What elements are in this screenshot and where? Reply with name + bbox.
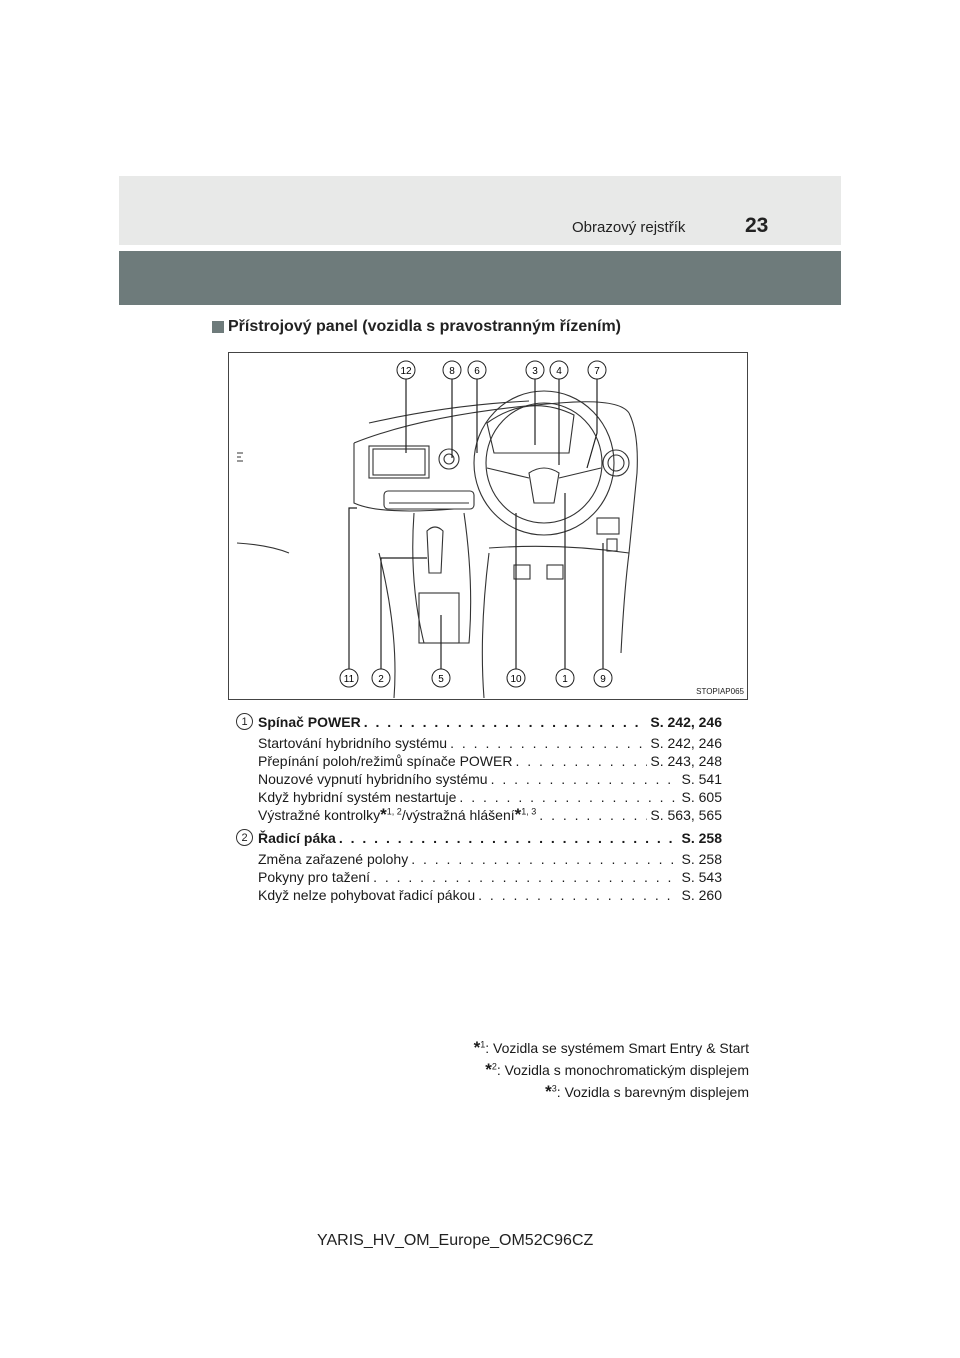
page-footer: YARIS_HV_OM_Europe_OM52C96CZ [317,1232,594,1249]
entry-item-row[interactable] [258,735,722,751]
entry-item-ref: S. 563, 565 [650,807,722,823]
callout-2 [372,669,390,687]
svg-text:11: 11 [343,674,355,685]
callout-3 [526,361,544,379]
entry-item-row[interactable] [258,869,722,885]
entry-item-ref: S. 541 [681,771,722,787]
header-dark-band [119,251,841,305]
leader-dots [459,789,678,805]
entry-item-ref: S. 243, 248 [650,753,722,769]
entry-item-label: Přepínání poloh/režimů spínače POWER [258,753,513,769]
section-heading [212,318,621,336]
leader-dots [450,735,647,751]
entry-item-label: Změna zařazené polohy [258,851,409,867]
dashboard-illustration [228,352,748,700]
entry-item-row[interactable] [258,807,722,823]
leader-dots [339,830,679,846]
entry-number-badge: 2 [236,829,253,846]
entry-item-ref: S. 605 [681,789,722,805]
entry-page-ref: S. 258 [681,830,722,846]
entry-item-label: Když nelze pohybovat řadicí pákou [258,887,476,903]
svg-text:5: 5 [438,674,444,685]
entry-item-row[interactable] [258,851,722,867]
entry-title-row[interactable] [258,714,722,730]
callout-4 [550,361,568,379]
leader-dots [373,869,678,885]
entry-item-row[interactable] [258,789,722,805]
svg-text:3: 3 [532,366,538,377]
entry-item-label: Startování hybridního systému [258,735,448,751]
section-square-icon [212,321,224,333]
callout-10 [507,669,525,687]
entry-item-label: Když hybridní systém nestartuje [258,789,457,805]
figure-code: STOPIAP065 [696,687,744,696]
leader-dots [515,753,647,769]
leader-dots [364,714,648,730]
svg-text:10: 10 [510,674,522,685]
entry-item-label: Výstražné kontrolky*$^{1, 2}$/výstražná hlášení*$^{1, 3}$ [258,805,537,824]
svg-text:9: 9 [600,674,606,685]
entry-item-ref: S. 242, 246 [650,735,722,751]
dashboard-drawing [229,353,747,699]
entry-item-label: Pokyny pro tažení [258,869,371,885]
entry-item-row[interactable] [258,887,722,903]
entry-item-label: Nouzové vypnutí hybridního systému [258,771,488,787]
entry-item-ref: S. 543 [681,869,722,885]
leader-dots [491,771,679,787]
footnote-3: *$^3$: Vozidla s barevným displejem [545,1082,749,1101]
svg-text:2: 2 [378,674,384,685]
leader-dots [411,851,678,867]
svg-text:12: 12 [400,366,412,377]
callout-8 [443,361,461,379]
callout-9 [594,669,612,687]
svg-text:6: 6 [474,366,480,377]
svg-text:4: 4 [556,366,562,377]
callout-5 [432,669,450,687]
section-heading-text: Přístrojový panel (vozidla s pravostranným řízením) [228,318,621,335]
entry-item-row[interactable] [258,771,722,787]
entry-title: Spínač POWER [258,714,361,730]
callouts-bottom [340,669,612,687]
entry-title: Řadicí páka [258,830,336,846]
callout-6 [468,361,486,379]
entry-item-ref: S. 258 [681,851,722,867]
entry-page-ref: S. 242, 246 [650,714,722,730]
page-number: 23 [745,214,769,237]
entry-item-row[interactable] [258,753,722,769]
svg-text:7: 7 [594,366,600,377]
footnote-2: *$^2$: Vozidla s monochromatickým displejem [485,1060,749,1079]
callout-12 [397,361,415,379]
footnote-1: *$^1$: Vozidla se systémem Smart Entry & Start [473,1038,749,1057]
header-section-title: Obrazový rejstřík [572,219,686,236]
callout-7 [588,361,606,379]
entry-title-row[interactable] [258,830,722,846]
leader-dots [539,807,647,823]
callouts-top [397,361,606,379]
callout-11 [340,669,358,687]
callout-1 [556,669,574,687]
entry-number-badge: 1 [236,713,253,730]
header-band [119,176,841,245]
leader-dots [478,887,678,903]
svg-text:1: 1 [562,674,568,685]
svg-text:8: 8 [449,366,455,377]
entry-item-ref: S. 260 [681,887,722,903]
